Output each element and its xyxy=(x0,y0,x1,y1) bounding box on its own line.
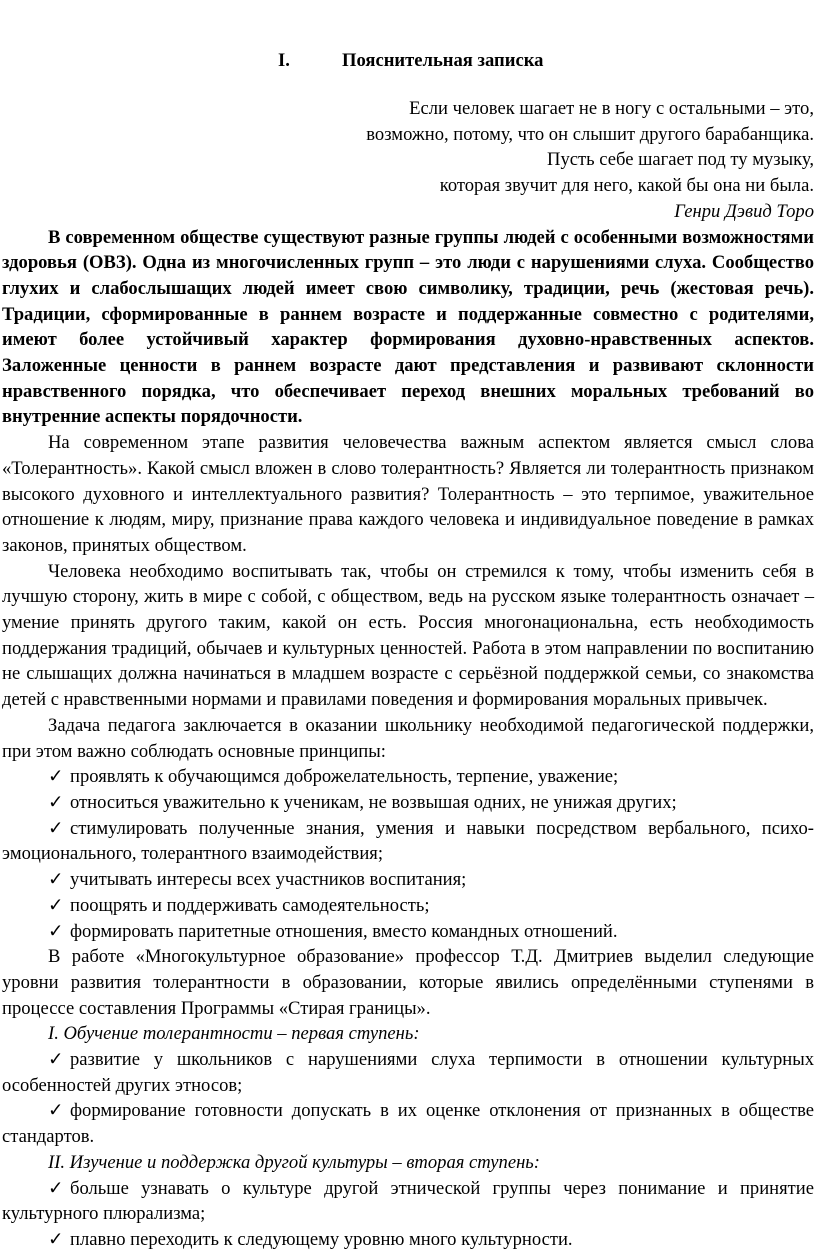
list-item: ✓ больше узнавать о культуре другой этнической группы через понимание и принятие культурного плюрализма; xyxy=(2,1177,814,1225)
paragraph-teacher-task: Задача педагога заключается в оказании школьнику необходимой педагогической поддержки, при этом важно соблюдать основные принципы: xyxy=(2,714,814,762)
checkmark-icon: ✓ xyxy=(48,920,64,942)
epigraph-line: возможно, потому, что он слышит другого барабанщика. xyxy=(366,123,814,145)
list-item: ✓ формировать паритетные отношения, вместо командных отношений. xyxy=(2,919,814,945)
section-title: Пояснительная записка xyxy=(342,50,544,71)
epigraph-author: Генри Дэвид Торо xyxy=(674,200,814,222)
epigraph-line: Пусть себе шагает под ту музыку, xyxy=(547,149,814,171)
paragraph-upbringing: Человека необходимо воспитывать так, чтобы он стремился к тому, чтобы изменить себя в лучшую сторону, жить в мире с собой, с обществом, ведь на русском языке толерантность означает – умение принять другого таким, какой он есть. Россия многонациональна, есть необходимость поддержания традиций, обычаев и культурных ценностей. Работа в этом направлении по воспитанию не слышащих должна начинаться в младшем возрасте с серьёзной поддержкой семьи, со знакомства детей с нравственными нормами и правилами поведения и формирования моральных привычек. xyxy=(2,560,814,711)
list-item: ✓ проявлять к обучающимся доброжелательность, терпение, уважение; xyxy=(2,764,814,790)
checkmark-icon: ✓ xyxy=(48,1100,64,1122)
list-item: ✓ стимулировать полученные знания, умения и навыки посредством вербального, психо-эмоционального, толерантного взаимодействия; xyxy=(2,817,814,865)
section-heading xyxy=(2,48,814,74)
checkmark-icon: ✓ xyxy=(48,869,64,891)
checkmark-icon: ✓ xyxy=(48,1228,64,1250)
list-item: ✓ относиться уважительно к ученикам, не возвышая одних, не унижая других; xyxy=(2,790,814,816)
paragraph-tolerance: На современном этапе развития человечества важным аспектом является смысл слова «Толерантность». Какой смысл вложен в слово толерантность? Является ли толерантность признаком высокого духовного и интеллектуального развития? Толерантность – это терпимое, уважительное отношение к людям, миру, признание права каждого человека и индивидуальное поведение в рамках законов, принятых обществом. xyxy=(2,432,814,556)
list-item: ✓ учитывать интересы всех участников воспитания; xyxy=(2,867,814,893)
checkmark-icon: ✓ xyxy=(48,1177,64,1199)
section-number: I. xyxy=(278,50,290,71)
checkmark-icon: ✓ xyxy=(48,1049,64,1071)
checkmark-icon: ✓ xyxy=(48,817,64,839)
epigraph-line: Если человек шагает не в ногу с остальными – это, xyxy=(409,98,814,119)
checkmark-icon: ✓ xyxy=(48,791,64,813)
list-item: ✓ формирование готовности допускать в их оценке отклонения от признанных в обществе стандартов. xyxy=(2,1100,814,1148)
epigraph xyxy=(2,96,814,225)
paragraph-intro: В современном обществе существуют разные группы людей с особенными возможностями здоровья (ОВЗ). Одна из многочисленных групп – это люди с нарушениями слуха. Сообщество глухих и слабослышащих людей имеет свою символику, традиции, речь (жестовая речь). Традиции, сформированные в раннем возрасте и поддержанные совместно с родителями, имеют более устойчивый характер формирования духовно-нравственных аспектов. Заложенные ценности в раннем возрасте дают представления и развивают склонности нравственного порядка, что обеспечивает переход внешних моральных требований во внутренние аспекты порядочности. xyxy=(2,226,814,428)
list-item: ✓ поощрять и поддерживать самодеятельность; xyxy=(2,893,814,919)
principles-list xyxy=(2,764,814,944)
list-item: ✓ развитие у школьников с нарушениями слуха терпимости в отношении культурных особенностей других этносов; xyxy=(2,1049,814,1096)
checkmark-icon: ✓ xyxy=(48,766,64,788)
list-item: ✓ плавно переходить к следующему уровню много культурности. xyxy=(2,1227,814,1253)
epigraph-line: которая звучит для него, какой бы она ни была. xyxy=(439,175,814,197)
checkmark-icon: ✓ xyxy=(48,894,64,916)
paragraph-dmitriev: В работе «Многокультурное образование» профессор Т.Д. Дмитриев выделил следующие уровни развития толерантности в образовании, которые явились определёнными ступенями в процессе составления Программы «Стирая границы». xyxy=(2,946,814,1019)
stage-2-title: II. Изучение и поддержка другой культуры – вторая ступень: xyxy=(48,1151,540,1173)
stage-1-title: I. Обучение толерантности – первая ступень: xyxy=(48,1023,420,1045)
